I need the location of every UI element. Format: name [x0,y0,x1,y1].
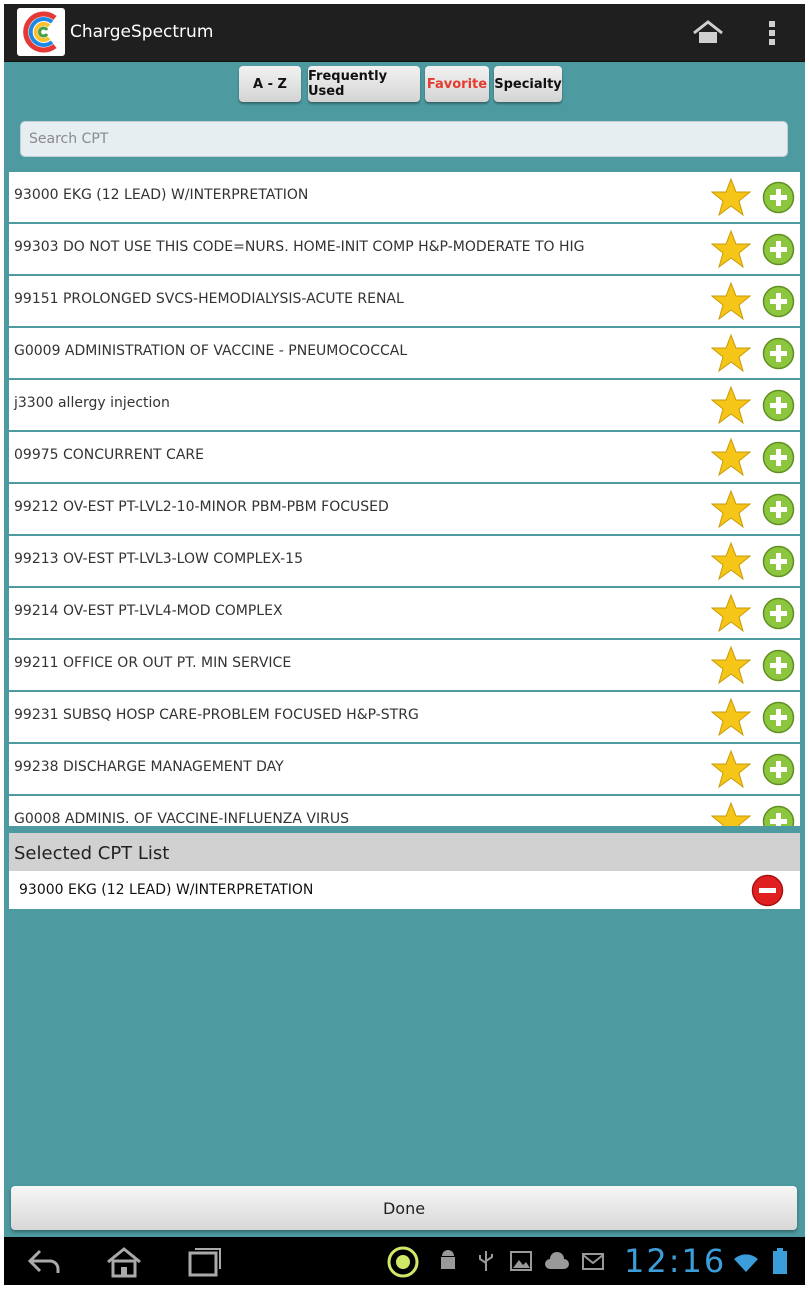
cpt-item-label: 93000 EKG (12 LEAD) W/INTERPRETATION [14,187,309,203]
cpt-list-item[interactable] [9,796,800,826]
cpt-list-item[interactable] [9,432,800,482]
cpt-list-item[interactable] [9,276,800,326]
add-cpt-icon[interactable] [762,441,795,474]
action-bar [4,4,805,62]
cpt-item-label: G0008 ADMINIS. OF VACCINE-INFLUENZA VIRUS [14,811,349,826]
record-icon [386,1245,420,1279]
selected-list-header [9,833,800,871]
cpt-item-label: 99211 OFFICE OR OUT PT. MIN SERVICE [14,655,292,671]
add-cpt-icon[interactable] [762,181,795,214]
image-icon [510,1251,532,1271]
favorite-star-icon[interactable] [711,541,751,581]
recent-apps-icon[interactable] [186,1245,222,1277]
favorite-star-icon[interactable] [711,281,751,321]
usb-icon [476,1249,496,1273]
favorite-star-icon[interactable] [711,593,751,633]
cpt-list[interactable] [9,172,800,826]
add-cpt-icon[interactable] [762,649,795,682]
favorite-star-icon[interactable] [711,645,751,685]
favorite-star-icon[interactable] [711,177,751,217]
favorite-star-icon[interactable] [711,749,751,789]
favorite-star-icon[interactable] [711,333,751,373]
cpt-item-label: 99151 PROLONGED SVCS-HEMODIALYSIS-ACUTE RENAL [14,291,404,307]
cpt-list-item[interactable] [9,588,800,638]
cpt-item-label: G0009 ADMINISTRATION OF VACCINE - PNEUMOCOCCAL [14,343,408,359]
tab-favorite[interactable]: Favorite [425,66,489,102]
selected-list-title: Selected CPT List [14,843,170,864]
tab-frequently-used[interactable]: Frequently Used [308,66,420,102]
cpt-item-label: 99213 OV-EST PT-LVL3-LOW COMPLEX-15 [14,551,303,567]
android-debug-icon [438,1249,458,1273]
cpt-list-item[interactable] [9,744,800,794]
home-button[interactable] [690,18,726,48]
cpt-list-item[interactable] [9,640,800,690]
cpt-item-label: 99231 SUBSQ HOSP CARE-PROBLEM FOCUSED H&P-STRG [14,707,419,723]
add-cpt-icon[interactable] [762,233,795,266]
cpt-item-label: 99214 OV-EST PT-LVL4-MOD COMPLEX [14,603,283,619]
cpt-item-label: 99303 DO NOT USE THIS CODE=NURS. HOME-INIT COMP H&P-MODERATE TO HIG [14,239,585,255]
cpt-list-item[interactable] [9,692,800,742]
favorite-star-icon[interactable] [711,437,751,477]
cpt-list-item[interactable] [9,224,800,274]
cpt-item-label: 99238 DISCHARGE MANAGEMENT DAY [14,759,284,775]
cpt-list-item[interactable] [9,172,800,222]
system-nav-bar [4,1237,805,1285]
cpt-list-item[interactable] [9,536,800,586]
selected-list-item [9,871,800,909]
cpt-item-label: j3300 allergy injection [14,395,170,411]
cpt-item-label: 99212 OV-EST PT-LVL2-10-MINOR PBM-PBM FOCUSED [14,499,389,515]
add-cpt-icon[interactable] [762,285,795,318]
remove-button[interactable] [751,874,784,907]
add-cpt-icon[interactable] [762,545,795,578]
add-cpt-icon[interactable] [762,493,795,526]
cpt-list-item[interactable] [9,380,800,430]
app-logo-icon [17,8,65,56]
battery-icon [772,1247,788,1275]
add-cpt-icon[interactable] [762,389,795,422]
mail-icon [582,1251,604,1271]
home-icon [690,18,726,48]
app-title: ChargeSpectrum [70,22,214,42]
done-button[interactable]: Done [11,1186,797,1230]
add-cpt-icon[interactable] [762,753,795,786]
favorite-star-icon[interactable] [711,489,751,529]
remove-icon [751,874,784,907]
selected-item-label: 93000 EKG (12 LEAD) W/INTERPRETATION [19,882,314,898]
add-cpt-icon[interactable] [762,337,795,370]
cpt-item-label: 09975 CONCURRENT CARE [14,447,204,463]
cpt-list-item[interactable] [9,328,800,378]
favorite-star-icon[interactable] [711,801,751,826]
overflow-menu-button[interactable] [762,18,782,48]
add-cpt-icon[interactable] [762,805,795,826]
add-cpt-icon[interactable] [762,597,795,630]
more-vert-icon [762,18,782,48]
tab-specialty[interactable]: Specialty [494,66,562,102]
app-frame [4,4,805,1285]
home-nav-icon[interactable] [104,1245,144,1279]
favorite-star-icon[interactable] [711,229,751,269]
status-clock: 12:16 [624,1242,727,1280]
search-cpt-input[interactable] [20,121,788,157]
tab-a-z[interactable]: A - Z [239,66,301,102]
favorite-star-icon[interactable] [711,697,751,737]
cpt-list-item[interactable] [9,484,800,534]
favorite-star-icon[interactable] [711,385,751,425]
add-cpt-icon[interactable] [762,701,795,734]
back-icon[interactable] [26,1245,62,1277]
cloud-upload-icon [544,1251,570,1271]
wifi-icon [732,1251,760,1273]
